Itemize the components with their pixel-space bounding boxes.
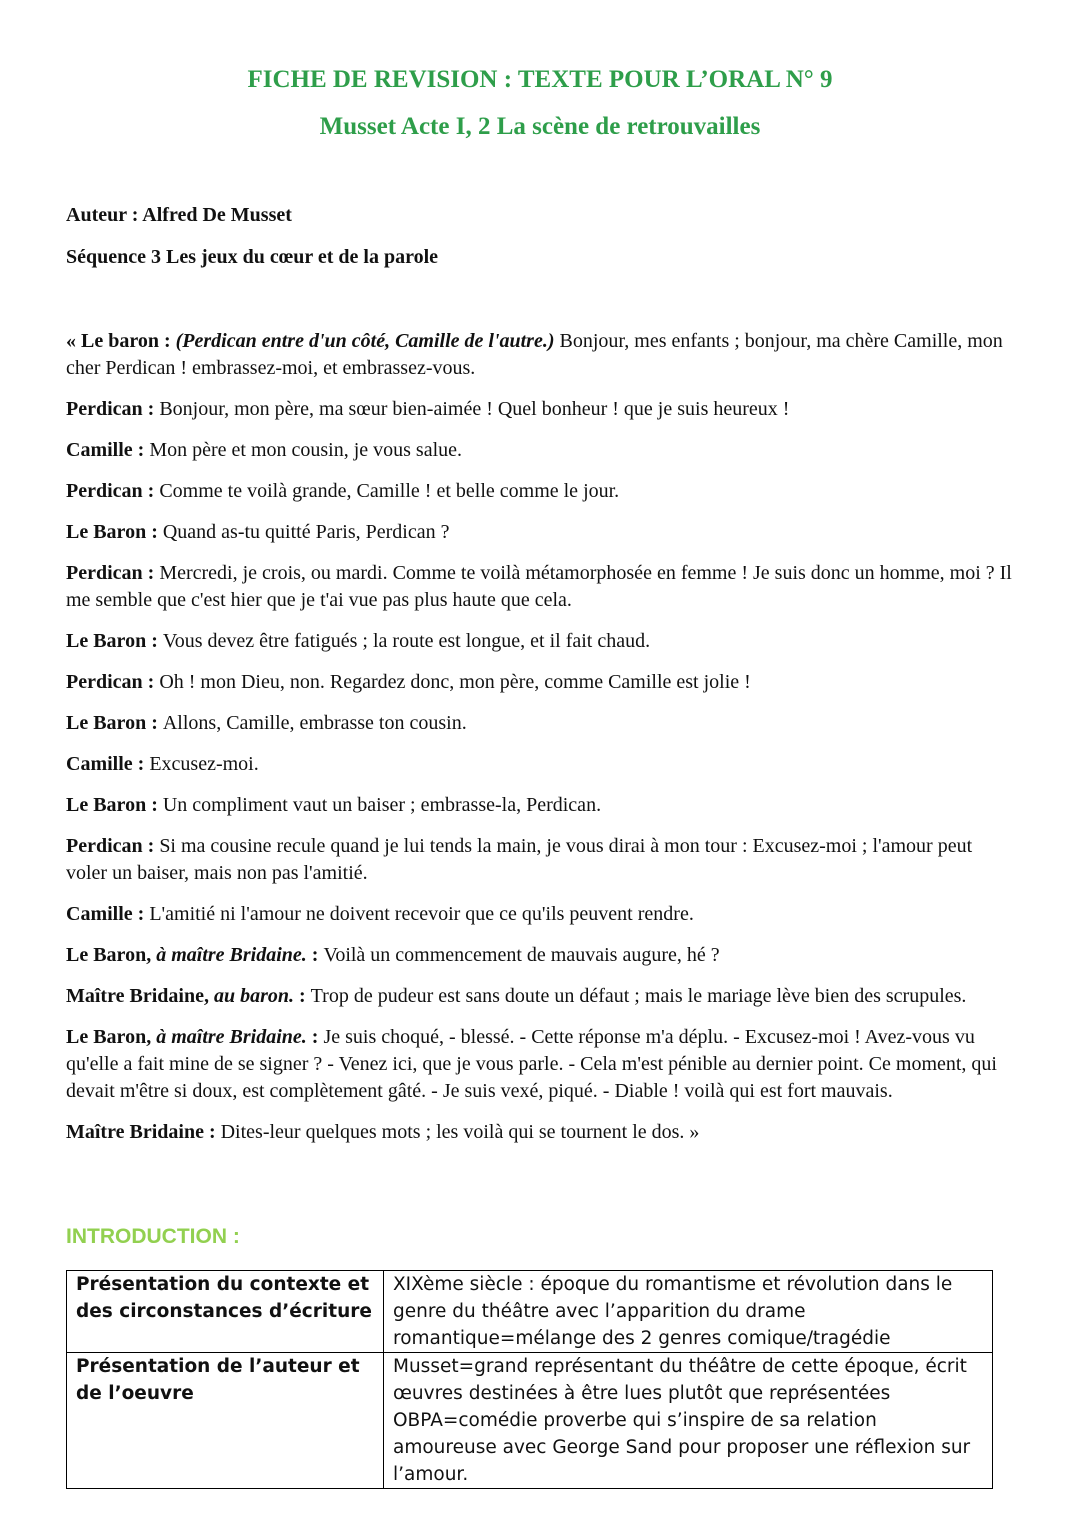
line-text: Si ma cousine recule quand je lui tends la main, je vous dirai à mon tour : Excusez-moi ; l'amour peut voler un baiser, mais non pas l'amitié. bbox=[66, 835, 973, 884]
speaker-colon: : bbox=[306, 1026, 324, 1048]
line-text: Comme te voilà grande, Camille ! et belle comme le jour. bbox=[159, 480, 620, 502]
quote-open: « bbox=[66, 330, 81, 352]
line-text: Mon père et mon cousin, je vous salue. bbox=[149, 439, 463, 461]
table-row bbox=[67, 1271, 993, 1353]
dialogue-line bbox=[66, 437, 1016, 464]
line-text: Oh ! mon Dieu, non. Regardez donc, mon père, comme Camille est jolie ! bbox=[159, 671, 751, 693]
dialogue-line bbox=[66, 901, 1016, 928]
line-text: Bonjour, mon père, ma sœur bien-aimée ! Quel bonheur ! que je suis heureux ! bbox=[159, 398, 790, 420]
page-title: FICHE DE REVISION : TEXTE POUR L’ORAL N° 9 bbox=[247, 66, 833, 93]
line-text: Quand as-tu quitté Paris, Perdican ? bbox=[162, 521, 450, 543]
line-text: Un compliment vaut un baiser ; embrasse-la, Perdican. bbox=[162, 794, 602, 816]
dialogue-line bbox=[66, 751, 1016, 778]
stage-direction: à maître Bridaine. bbox=[156, 1026, 307, 1048]
line-text: Trop de pudeur est sans doute un défaut ; mais le mariage lève bien des scrupules. bbox=[310, 985, 967, 1007]
speaker-name: Le Baron, bbox=[66, 944, 157, 966]
dialogue-line bbox=[66, 560, 1016, 614]
speaker-name: Le Baron, bbox=[66, 1026, 157, 1048]
introduction-table bbox=[66, 1270, 993, 1489]
dialogue-line bbox=[66, 710, 1016, 737]
speaker-colon: : bbox=[293, 985, 311, 1007]
dialogue-line bbox=[66, 478, 1016, 505]
speaker-name: Perdican : bbox=[66, 671, 160, 693]
sequence-line: Séquence 3 Les jeux du cœur et de la parole bbox=[66, 246, 439, 268]
speaker-name: Le baron : bbox=[81, 330, 176, 352]
speaker-name: Perdican : bbox=[66, 480, 160, 502]
speaker-name: Le Baron : bbox=[66, 712, 163, 734]
dialogue-line bbox=[66, 942, 1016, 969]
dialogue-line bbox=[66, 669, 1016, 696]
speaker-colon: : bbox=[306, 944, 324, 966]
speaker-name: Camille : bbox=[66, 753, 150, 775]
line-text: L'amitié ni l'amour ne doivent recevoir que ce qu'ils peuvent rendre. bbox=[149, 903, 694, 925]
row-content: Musset=grand représentant du théâtre de cette époque, écrit œuvres destinées à être lues plutôt que représentées OBPA=comédie proverbe qui s’inspire de sa relation amoureuse avec George Sand pour proposer une réflexion sur l’amour. bbox=[384, 1353, 993, 1489]
dialogue-line bbox=[66, 983, 1016, 1010]
dialogue-line bbox=[66, 1119, 1016, 1146]
speaker-name: Perdican : bbox=[66, 562, 160, 584]
line-text: Voilà un commencement de mauvais augure, hé ? bbox=[323, 944, 720, 966]
speaker-name: Camille : bbox=[66, 903, 150, 925]
dialogue-line bbox=[66, 396, 1016, 423]
dialogue-line bbox=[66, 519, 1016, 546]
row-content: XIXème siècle : époque du romantisme et révolution dans le genre du théâtre avec l’apparition du drame romantique=mélange des 2 genres comique/tragédie bbox=[384, 1271, 993, 1353]
dialogue-line bbox=[66, 328, 1016, 382]
speaker-name: Le Baron : bbox=[66, 794, 163, 816]
speaker-name: Le Baron : bbox=[66, 521, 163, 543]
line-text: Mercredi, je crois, ou mardi. Comme te voilà métamorphosée en femme ! Je suis donc un homme, moi ? Il me semble que c'est hier que je t'ai vue pas plus haute que cela. bbox=[66, 562, 1012, 611]
line-text: Vous devez être fatigués ; la route est longue, et il fait chaud. bbox=[162, 630, 651, 652]
dialogue-line bbox=[66, 628, 1016, 655]
play-excerpt bbox=[66, 328, 1016, 1160]
line-text: Dites-leur quelques mots ; les voilà qui se tournent le dos. » bbox=[220, 1121, 700, 1143]
table-row bbox=[67, 1353, 993, 1489]
row-label: Présentation de l’auteur et de l’oeuvre bbox=[67, 1353, 384, 1489]
line-text: Bonjour, mes enfants ; bonjour, ma chère Camille, mon cher Perdican ! embrassez-moi, et embrassez-vous. bbox=[66, 330, 1003, 379]
speaker-name: Camille : bbox=[66, 439, 150, 461]
stage-direction: au baron. bbox=[213, 985, 294, 1007]
author-line: Auteur : Alfred De Musset bbox=[66, 204, 292, 226]
line-text: Excusez-moi. bbox=[149, 753, 259, 775]
speaker-name: Le Baron : bbox=[66, 630, 163, 652]
speaker-name: Maître Bridaine, bbox=[66, 985, 214, 1007]
line-text: Allons, Camille, embrasse ton cousin. bbox=[162, 712, 467, 734]
stage-direction: (Perdican entre d'un côté, Camille de l'autre.) bbox=[175, 330, 555, 352]
introduction-heading: INTRODUCTION : bbox=[66, 1225, 240, 1248]
speaker-name: Perdican : bbox=[66, 398, 160, 420]
speaker-name: Maître Bridaine : bbox=[66, 1121, 221, 1143]
row-label: Présentation du contexte et des circonstances d’écriture bbox=[67, 1271, 384, 1353]
speaker-name: Perdican : bbox=[66, 835, 160, 857]
stage-direction: à maître Bridaine. bbox=[156, 944, 307, 966]
line-text: Je suis choqué, - blessé. - Cette réponse m'a déplu. - Excusez-moi ! Avez-vous vu qu'elle a fait mine de se signer ? - Venez ici, que je vous parle. - Cela m'est pénible au dernier point. Ce moment, qui devait m'être si doux, est complètement gâté. - Je suis vexé, piqué. - Diable ! voilà qui est fort mauvais. bbox=[66, 1026, 997, 1102]
dialogue-line bbox=[66, 833, 1016, 887]
dialogue-line bbox=[66, 792, 1016, 819]
page-subtitle: Musset Acte I, 2 La scène de retrouvailles bbox=[319, 113, 761, 140]
dialogue-line bbox=[66, 1024, 1016, 1105]
